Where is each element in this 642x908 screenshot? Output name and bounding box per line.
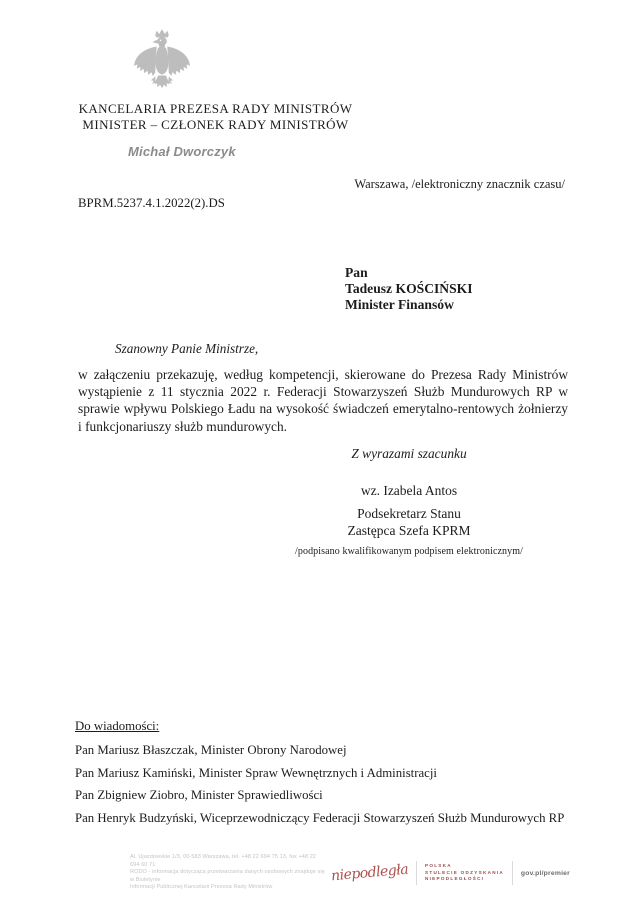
signer-name: wz. Izabela Antos bbox=[360, 483, 458, 498]
cc-item: Pan Zbigniew Ziobro, Minister Sprawiedliwości bbox=[75, 788, 323, 802]
salutation: Szanowny Panie Ministrze, bbox=[115, 341, 259, 356]
cc-heading: Do wiadomości: bbox=[75, 719, 160, 733]
signature-block bbox=[283, 446, 535, 557]
closing-phrase: Z wyrazami szacunku bbox=[351, 446, 467, 461]
recipient-name: Tadeusz KOŚCIŃSKI bbox=[345, 281, 473, 296]
footer-divider bbox=[512, 861, 513, 885]
campaign-line-3: NIEPODLEGŁOŚCI bbox=[424, 876, 485, 882]
letterhead-org-name bbox=[58, 101, 373, 132]
cc-item: Pan Henryk Budzyński, Wiceprzewodniczący Federacji Stowarzyszeń Służb Mundurowych RP bbox=[75, 810, 565, 825]
campaign-line-2: STULECIE ODZYSKANIA bbox=[424, 869, 505, 875]
cc-block bbox=[75, 719, 564, 825]
eagle-eye bbox=[160, 39, 162, 41]
niepodlegla-script-logo: niepodległa bbox=[330, 861, 409, 885]
footer-website: gov.pl/premier bbox=[520, 869, 570, 877]
footer-address-line-2: RODO - informacja dotycząca przetwarzania danych osobowych znajduje się w Biuletynie bbox=[130, 869, 325, 883]
signer-titles bbox=[283, 506, 535, 539]
recipient-title: Minister Finansów bbox=[345, 297, 454, 312]
campaign-line-1: POLSKA bbox=[424, 862, 452, 868]
minister-name: Michał Dworczyk bbox=[128, 144, 236, 159]
place-and-date: Warszawa, /elektroniczny znacznik czasu/ bbox=[354, 177, 565, 191]
footer-address-line-3: Informacji Publicznej Kancelarii Prezesa Rady Ministrów bbox=[130, 884, 273, 891]
org-name-line-1: KANCELARIA PREZESA RADY MINISTRÓW bbox=[78, 101, 353, 116]
signature-note: /podpisano kwalifikowanym podpisem elektronicznym/ bbox=[294, 546, 523, 557]
polska-campaign-logo bbox=[425, 863, 504, 883]
signer-title-1: Podsekretarz Stanu bbox=[357, 506, 461, 521]
signer-title-2: Zastępca Szefa KPRM bbox=[347, 522, 471, 538]
page-footer bbox=[130, 852, 570, 894]
recipient-honorific: Pan bbox=[345, 265, 368, 280]
reference-number: BPRM.5237.4.1.2022(2).DS bbox=[78, 196, 225, 210]
footer-address bbox=[130, 854, 327, 892]
org-name-line-2: MINISTER – CZŁONEK RADY MINISTRÓW bbox=[82, 116, 349, 132]
footer-divider bbox=[416, 861, 417, 885]
body-paragraph: w załączeniu przekazuję, według kompetencji, skierowane do Prezesa Rady Ministrów wystąpienie z 11 stycznia 2022 r. Federacji Stowarzyszeń Służb Mundurowych RP w sprawie wpływu Polskiego Ładu na wysokość świadczeń emerytalno-rentowych żołnierzy i funkcjonariuszy służb mundurowych. bbox=[78, 367, 568, 434]
polish-eagle-emblem-icon bbox=[133, 28, 191, 96]
cc-item: Pan Mariusz Kamiński, Minister Spraw Wewnętrznych i Administracji bbox=[75, 765, 437, 780]
cc-item: Pan Mariusz Błaszczak, Minister Obrony Narodowej bbox=[75, 743, 347, 757]
recipient-block bbox=[345, 265, 473, 313]
footer-address-line-1: Al. Ujazdowskie 1/3, 00-583 Warszawa, tel. +48 22 694 75 13, fax +48 22 694 60 71 bbox=[130, 854, 317, 868]
